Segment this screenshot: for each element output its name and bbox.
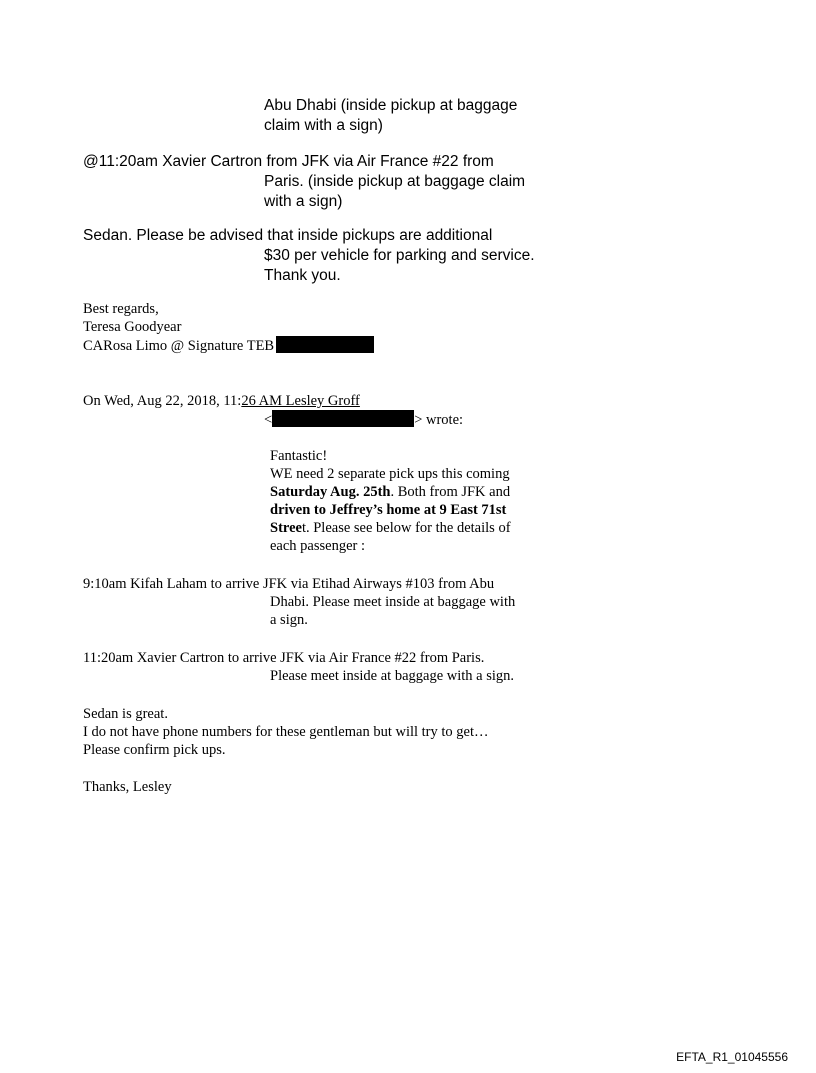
para-abu-dhabi — [264, 96, 517, 136]
quoted-body — [270, 447, 511, 555]
para3-line2: $30 per vehicle for parking and service. — [264, 247, 535, 264]
redaction-box — [272, 410, 414, 427]
para1-line1: Abu Dhabi (inside pickup at baggage — [264, 97, 518, 114]
closing-line1: Sedan is great. — [83, 706, 168, 722]
quoted-wrote: > wrote: — [414, 412, 464, 428]
quoted-header — [83, 392, 360, 410]
closing-line2: I do not have phone numbers for these gentleman but will try to get… — [83, 724, 489, 740]
quoted-line3-rest: . Both from JFK and — [390, 484, 511, 500]
para1-line2: claim with a sign) — [264, 117, 383, 134]
para-xavier-pickup: @11:20am Xavier Cartron from JFK via Air France #22 from — [83, 153, 494, 170]
pickup1-cont — [270, 593, 515, 629]
pickup1-line2: Dhabi. Please meet inside at baggage with — [270, 594, 516, 610]
quoted-open-bracket: < — [264, 412, 273, 428]
quoted-line1: Fantastic! — [270, 448, 328, 464]
quoted-header-email — [264, 410, 463, 429]
closing-line3: Please confirm pick ups. — [83, 742, 226, 758]
para3-line3: Thank you. — [264, 267, 341, 284]
signature-closing: Best regards, — [83, 301, 159, 317]
quoted-destination-bold: driven to Jeffrey’s home at 9 East 71st — [270, 502, 507, 518]
quoted-line6: each passenger : — [270, 538, 366, 554]
para2-line2: Paris. (inside pickup at baggage claim — [264, 173, 526, 190]
quoted-header-sender: 26 AM Lesley Groff — [241, 393, 360, 409]
quoted-street-bold: Stree — [270, 520, 302, 536]
pickup2-line1: 11:20am Xavier Cartron to arrive JFK via Air France #22 from Paris. — [83, 650, 485, 666]
signature-block — [83, 300, 374, 355]
para2-line3: with a sign) — [264, 193, 343, 210]
signature-name: Teresa Goodyear — [83, 319, 182, 335]
footer-document-id: EFTA_R1_01045556 — [676, 1050, 788, 1064]
quoted-line2: WE need 2 separate pick ups this coming — [270, 466, 510, 482]
quoted-header-prefix: On Wed, Aug 22, 2018, 11: — [83, 393, 242, 409]
quoted-date-bold: Saturday Aug. 25th — [270, 484, 391, 500]
closing-thanks: Thanks, Lesley — [83, 779, 172, 795]
pickup1-line1: 9:10am Kifah Laham to arrive JFK via Etihad Airways #103 from Abu — [83, 576, 495, 592]
para-xavier-pickup-cont — [264, 172, 525, 212]
para-sedan-notice-cont — [264, 246, 535, 286]
signature-company: CARosa Limo @ Signature TEB — [83, 338, 275, 354]
closing-block — [83, 705, 489, 759]
pickup2-line2: Please meet inside at baggage with a sign. — [270, 668, 515, 684]
pickup1-line3: a sign. — [270, 612, 308, 628]
redaction-box — [276, 336, 374, 353]
quoted-line5-rest: t. Please see below for the details of — [301, 520, 511, 536]
para-sedan-notice: Sedan. Please be advised that inside pickups are additional — [83, 227, 493, 244]
